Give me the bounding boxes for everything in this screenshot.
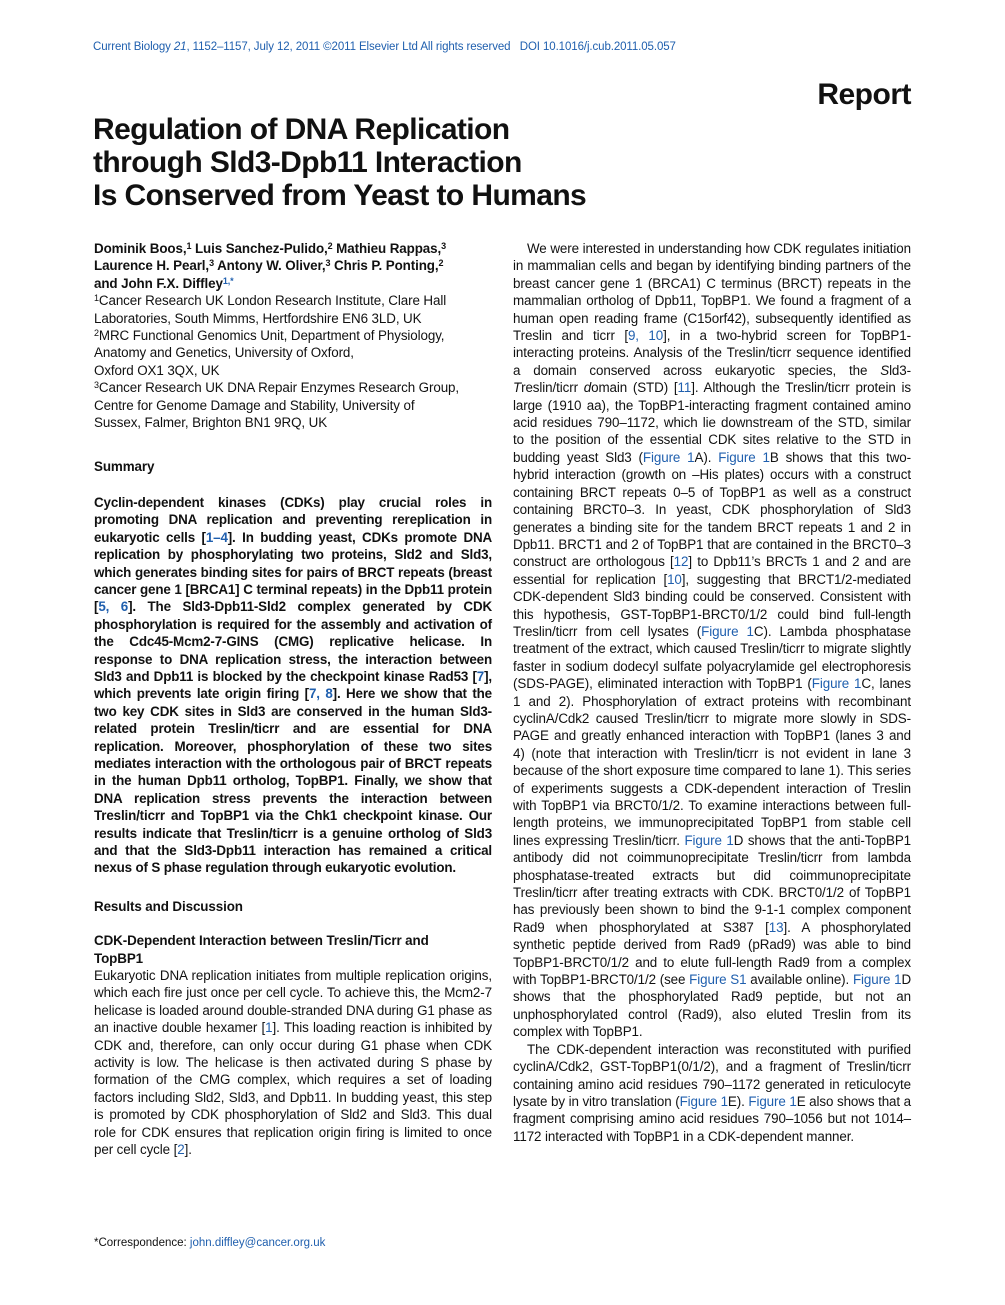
- citation-link[interactable]: 13: [768, 919, 784, 935]
- affiliation-line: Laboratories, South Mimms, Hertfordshire EN6 3LD, UK: [94, 310, 422, 326]
- body-paragraph: [513, 240, 911, 1041]
- author-name[interactable]: Antony W. Oliver,: [213, 258, 326, 274]
- affiliation-line: [94, 292, 492, 309]
- body-paragraph: [94, 967, 492, 1158]
- text-run: E also shows that a fragment comprising amino acid residues 790–1056 but not 1014–1172 interacted with TopBP1 in a CDK-dependent manner.: [513, 1093, 911, 1144]
- affiliation-text: Cancer Research UK London Research Institute, Clare Hall: [98, 293, 447, 309]
- author-name[interactable]: Mathieu Rappas,: [332, 241, 442, 256]
- doi-link[interactable]: DOI 10.1016/j.cub.2011.05.057: [519, 41, 676, 53]
- citation-link[interactable]: 12: [673, 554, 689, 570]
- text-run: ] to Dpb11’s BRCTs 1 and 2 and are essential for replication [: [513, 554, 911, 587]
- text-run: Eukaryotic DNA replication initiates from multiple replication origins, which each fire just once per cell cycle. To achieve this, the Mcm2-7 helicase is loaded around double-stranded DNA during G1 phase as an inactive double hexamer [: [94, 968, 492, 1036]
- text-run: ]. This loading reaction is inhibited by CDK and, therefore, can only occur during G1 phase when CDK activity is low. The helicase is then activated during S phase by formation of the CMG complex, which requires a set of loading factors including Sld2, Sld3, and Dpb11. In budding yeast, this step is promoted by CDK phosphorylation of Sld2 and Sld3. This dual role for CDK ensures that replication origin firing is limited to once per cell cycle [: [94, 1020, 492, 1158]
- left-column: [94, 240, 492, 1159]
- text-run: ]. In budding yeast, CDKs promote DNA replication by phosphorylating two proteins, Sld2 and Sld3, which generates binding sites for pairs of BRCT repeats (breast cancer gene 1 [BRCA1] C terminal repeats) in the Dpb11 protein [: [94, 529, 493, 615]
- figure-link[interactable]: Figure 1: [701, 623, 754, 639]
- text-run: ]. Here we show that the two key CDK sites in Sld3 are conserved in the human Sld3-related protein Treslin/ticrr and are essential for DNA replication. Moreover, phosphorylation of these two sites mediates interaction with the orthologous pair of BRCT repeats in the human Dpb11 ortholog, TopBP1. Finally, we show that DNA replication stress prevents the interaction between Treslin/ticrr and TopBP1 via the Chk1 checkpoint kinase. Our results indicate that Treslin/ticrr is a genuine ortholog of Sld3 and that the Sld3-Dpb11 interaction has remained a critical nexus of S phase regulation through eukaryotic evolution.: [94, 686, 492, 876]
- figure-link[interactable]: Figure 1: [642, 449, 695, 465]
- citation-link[interactable]: 9, 10: [627, 328, 664, 344]
- author-name[interactable]: Laurence H. Pearl,: [94, 258, 210, 274]
- affiliation-marker: 2: [327, 241, 333, 251]
- author-name[interactable]: Dominik Boos,: [94, 241, 187, 256]
- body-paragraph: [513, 1041, 911, 1145]
- text-run: available online).: [746, 972, 853, 988]
- journal-volume: 21: [173, 41, 187, 53]
- affiliation-line: Anatomy and Genetics, University of Oxford,: [94, 345, 354, 361]
- right-column: [513, 240, 911, 1145]
- citation-link[interactable]: 1–4: [205, 529, 228, 545]
- citation-link[interactable]: 7: [476, 668, 485, 684]
- affiliation-line: Sussex, Falmer, Brighton BN1 9RQ, UK: [94, 415, 328, 431]
- author-name[interactable]: Chris P. Ponting,: [330, 258, 439, 274]
- title-line: Regulation of DNA Replication: [93, 113, 510, 146]
- author-line: [94, 275, 492, 292]
- text-run: D shows that the anti-TopBP1 antibody did not coimmunoprecipitate Treslin/ticrr from lambda phosphatase-treated extracts but did coimmunoprecipitate Treslin/ticrr after treating extracts with CDK. BRCT0/1/2 of TopBP1 has previously been shown to bind the 9-1-1 complex component Rad9 when phosphorylated at S387 [: [513, 832, 911, 935]
- figure-link[interactable]: Figure 1: [811, 676, 862, 692]
- correspondence-email[interactable]: john.diffley@cancer.org.uk: [189, 1237, 326, 1249]
- affiliation-marker: 1: [186, 241, 192, 251]
- affiliation-line: [94, 327, 492, 344]
- author-name[interactable]: and John F.X. Diffley: [94, 275, 223, 291]
- text-run: T: [513, 380, 522, 396]
- text-run: B shows that this two-hybrid interaction (growth on –His plates) occurs with a construct containing BRCT repeats 0–5 of TopBP1 as well as a construct containing BRCT0–3. In yeast, CDK phosphorylation of Sld3 generates a binding site for the tandem BRCT repeats 1 and 2 in Dpb11. BRCT1 and 2 of TopBP1 that are contained in the BRCT0–3 construct are orthologous [: [513, 449, 912, 570]
- text-run: ]. A phosphorylated synthetic peptide derived from Rad9 (pRad9) was able to bind TopBP1-BRCT0/1/2 and to elute full-length Rad9 from a complex with TopBP1-BRCT0/1/2 (see: [513, 919, 911, 988]
- text-run: S: [880, 362, 890, 378]
- affiliation-marker: 3: [441, 241, 446, 251]
- subsection-heading: CDK-Dependent Interaction between Treslin/Ticrr and TopBP1: [94, 933, 429, 966]
- supplement-figure-link[interactable]: Figure S1: [689, 972, 747, 988]
- author-line: [94, 240, 492, 257]
- corresponding-marker[interactable]: 1,*: [222, 275, 234, 286]
- text-run: ], in a two-hybrid screen for TopBP1-interacting proteins. Analysis of the Treslin/ticrr sequence identified a domain conserved across eukaryotic species, the: [513, 328, 911, 378]
- citation-link[interactable]: 7, 8: [308, 686, 333, 702]
- text-run: E).: [727, 1093, 749, 1109]
- journal-header: [93, 41, 893, 53]
- affiliation-line: Centre for Genome Damage and Stability, University of: [94, 397, 415, 413]
- citation-link[interactable]: 1: [265, 1020, 273, 1036]
- title-line: Is Conserved from Yeast to Humans: [93, 179, 587, 212]
- figure-link[interactable]: Figure 1: [718, 449, 770, 465]
- correspondence-note: [94, 1237, 325, 1249]
- copyright-notice: ©2011 Elsevier Ltd All rights reserved: [323, 41, 511, 53]
- text-run: reslin/ticrr: [521, 380, 584, 396]
- author-name[interactable]: Luis Sanchez-Pulido,: [191, 241, 328, 256]
- citation-link[interactable]: 2: [177, 1142, 185, 1158]
- affiliation-line: [94, 379, 492, 396]
- affiliation-marker: 2: [438, 258, 444, 269]
- journal-name[interactable]: Current Biology: [93, 41, 171, 53]
- correspondence-label: *Correspondence:: [94, 1237, 190, 1249]
- article-type-label: Report: [817, 78, 911, 111]
- figure-link[interactable]: Figure 1: [748, 1093, 797, 1109]
- affiliation-number: 2: [94, 328, 99, 339]
- affiliation-number: 3: [94, 380, 99, 391]
- author-list: [94, 240, 492, 431]
- citation-link[interactable]: 10: [667, 571, 682, 587]
- title-line: through Sld3-Dpb11 Interaction: [93, 146, 522, 179]
- text-run: ].: [184, 1142, 192, 1158]
- article-title: [93, 113, 653, 212]
- figure-link[interactable]: Figure 1: [679, 1093, 728, 1109]
- text-run: ], which prevents late origin firing [: [94, 668, 492, 702]
- figure-link[interactable]: Figure 1: [852, 972, 902, 988]
- affiliation-number: 1: [94, 293, 99, 304]
- figure-link[interactable]: Figure 1: [684, 832, 734, 848]
- results-heading: Results and Discussion: [94, 898, 243, 914]
- summary-heading: Summary: [94, 459, 155, 475]
- text-run: omain (STD) [: [591, 380, 678, 396]
- citation-link[interactable]: 11: [677, 380, 692, 396]
- text-run: C). Lambda phosphatase treatment of the extract, which caused Treslin/ticrr to migrate slightly faster in sodium dodecyl sulfate polyacrylamide gel electrophoresis (SDS-PAGE), eliminated interaction with TopBP1 (: [513, 623, 911, 692]
- author-line: [94, 257, 492, 274]
- text-run: We were interested in understanding how CDK regulates initiation in mammalian cells and began by identifying binding partners of the breast cancer gene 1 (BRCA1) C terminus (BRCT) repeats in the mammalian ortholog of Dpb11, TopBP1. We found a fragment of a human open reading frame (C15orf42), subsequently identified as Treslin and ticrr [: [513, 241, 911, 344]
- text-run: d: [583, 380, 592, 396]
- text-run: D shows that the phosphorylated Rad9 peptide, but not an unphosphorylated control (Rad9), also eluted Treslin from its complex with TopBP1.: [513, 972, 912, 1040]
- text-run: ld3-: [889, 362, 911, 378]
- journal-pages-date: , 1152–1157, July 12, 2011: [186, 41, 321, 53]
- text-run: The CDK-dependent interaction was reconstituted with purified cyclinA/Cdk2, GST-TopBP1(0/1/2), and a fragment of Treslin/ticrr containing amino acid residues 790–1172 generated in reticulocyte lysate by in vitro translation (: [513, 1041, 911, 1109]
- text-run: A).: [694, 449, 719, 465]
- affiliation-marker: 3: [325, 258, 331, 269]
- text-run: ], suggesting that BRCT1/2-mediated CDK-dependent Sld3 binding could be conserved. Consistent with this hypothesis, GST-TopBP1-BRCT0/1/2 could bind full-length Treslin/ticrr from cell lysates (: [513, 571, 911, 639]
- text-run: C, lanes 1 and 2). Phosphorylation of extract proteins with recombinant cyclinA/Cdk2 caused Treslin/ticrr to migrate more slowly in SDS-PAGE and greatly enhanced interaction with TopBP1 (lanes 3 and 4) (note that interaction with Treslin/ticrr is not evident in lane 3 because of the short exposure time compared to lane 1). This series of experiments suggests a CDK-dependent interaction of Treslin with TopBP1 via BRCT0/1/2. To examine interactions between full-length proteins, we immunoprecipitated TopBP1 from stable cell lines expressing Treslin/ticrr.: [513, 676, 911, 848]
- affiliation-text: MRC Functional Genomics Unit, Department of Physiology,: [98, 328, 445, 344]
- affiliation-marker: 3: [209, 258, 214, 269]
- affiliation-line: Oxford OX1 3QX, UK: [94, 362, 220, 378]
- affiliation-text: Cancer Research UK DNA Repair Enzymes Research Group,: [98, 380, 460, 396]
- text-run: ]. The Sld3-Dpb11-Sld2 complex generated by CDK phosphorylation is required for the assembly and activation of the Cdc45-Mcm2-7-GINS (CMG) replicative helicase. In response to DNA replication stress, the interaction between Sld3 and Dpb11 is blocked by the checkpoint kinase Rad53 [: [94, 599, 492, 684]
- text-run: Cyclin-dependent kinases (CDKs) play crucial roles in promoting DNA replication and preventing rereplication in eukaryotic cells [: [94, 494, 492, 545]
- summary-text: [94, 494, 492, 877]
- citation-link[interactable]: 5, 6: [98, 599, 129, 615]
- text-run: ]. Although the Treslin/ticrr protein is large (1910 aa), the TopBP1-interacting fragment contained amino acid residues 790–1172, which lie downstream of the STD, similar to the position of the essential CDK sites relative to the STD in budding yeast Sld3 (: [513, 380, 911, 465]
